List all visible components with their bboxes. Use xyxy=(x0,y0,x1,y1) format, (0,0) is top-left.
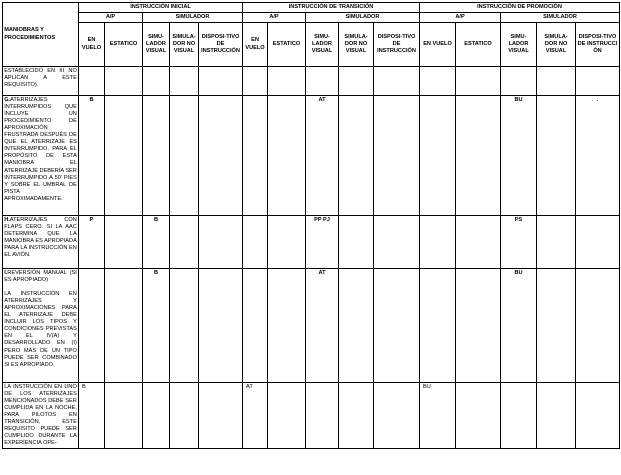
mark-cell xyxy=(105,216,143,269)
mark-cell: B xyxy=(143,269,170,383)
mark-cell xyxy=(420,216,456,269)
col-sim-no-visual: SIMULA-DOR NO VISUAL xyxy=(537,23,576,67)
mark-cell: . xyxy=(576,96,620,216)
col-dispositivo: DISPOSI-TIVO DE INSTRUCCI ÓN xyxy=(576,23,620,67)
mark-cell xyxy=(456,383,501,449)
mark-cell: PP PJ xyxy=(306,216,339,269)
simulator-header: SIMULADOR xyxy=(306,13,420,23)
mark-cell xyxy=(268,67,306,96)
col-estatico: ESTATICO xyxy=(268,23,306,67)
mark-cell xyxy=(456,216,501,269)
table-row xyxy=(3,383,620,449)
mark-cell xyxy=(143,383,170,449)
procedure-label: I. xyxy=(4,269,8,276)
mark-cell xyxy=(306,67,339,96)
mark-cell xyxy=(420,96,456,216)
mark-cell xyxy=(199,269,243,383)
mark-cell: B xyxy=(79,96,105,216)
mark-cell xyxy=(268,269,306,383)
ap-header: A/P xyxy=(420,13,501,23)
mark-cell xyxy=(339,269,374,383)
mark-cell: AT xyxy=(306,269,339,383)
mark-cell xyxy=(374,383,420,449)
mark-cell: BU xyxy=(501,269,537,383)
col-sim-no-visual: SIMULA-DOR NO VISUAL xyxy=(170,23,199,67)
group-header-transicion: INSTRUCCIÓN DE TRANSICIÓN xyxy=(243,3,420,13)
mark-cell xyxy=(306,383,339,449)
ap-header: A/P xyxy=(243,13,306,23)
table-row xyxy=(3,216,620,269)
table-row xyxy=(3,67,620,96)
procedure-label: H. xyxy=(4,216,10,223)
mark-cell: AT xyxy=(243,383,268,449)
col-en-vuelo: EN VUELO xyxy=(420,23,456,67)
mark-cell xyxy=(268,383,306,449)
procedure-label: G. xyxy=(4,96,11,103)
simulator-header: SIMULADOR xyxy=(501,13,620,23)
table-row xyxy=(3,96,620,216)
mark-cell xyxy=(374,269,420,383)
mark-cell xyxy=(170,383,199,449)
mark-cell xyxy=(576,216,620,269)
col-en-vuelo: EN VUELO xyxy=(79,23,105,67)
procedure-text: ATERRIZAJES CON FLAPS CERO. SI LA AAC DETERMINA QUE LA MANIOBRA ES APROPIADA PARA LA INSTRUCCIÓN EN EL AVIÓN. xyxy=(4,216,77,259)
procedure-text: ATERRIZAJES INTERRUMPIDOS QUE INCLUYE UN PROCEDIMIENTO DE APROXIMACIÓN FRUSTRADA DESPUÉS DE QUE EL ATERRIZAJE ES INTERRUMPIDO. PARA EL PROPÓSITO DE ESTA MANIOBRA EL ATERRIZAJE DEBERÍA SER INTERRUMPIDO A 50' PIES Y SOBRE EL UMBRAL DE PISTA APROXIMADAMENTE. xyxy=(4,96,77,202)
maneuvers-table xyxy=(2,2,620,449)
mark-cell xyxy=(537,216,576,269)
procedure-cell xyxy=(3,67,79,96)
mark-cell xyxy=(374,96,420,216)
procedure-cell xyxy=(3,96,79,216)
mark-cell: B xyxy=(79,383,105,449)
col-estatico: ESTATICO xyxy=(105,23,143,67)
mark-cell: B xyxy=(143,216,170,269)
mark-cell xyxy=(79,269,105,383)
col-sim-visual: SIMU-LADOR VISUAL xyxy=(306,23,339,67)
col-sim-no-visual: SIMULA-DOR NO VISUAL xyxy=(339,23,374,67)
mark-cell xyxy=(420,269,456,383)
mark-cell xyxy=(456,269,501,383)
mark-cell xyxy=(170,96,199,216)
procedure-cell xyxy=(3,383,79,449)
mark-cell: PS xyxy=(501,216,537,269)
mark-cell xyxy=(501,67,537,96)
mark-cell xyxy=(268,216,306,269)
mark-cell xyxy=(243,96,268,216)
col-sim-visual: SIMU-LADOR VISUAL xyxy=(501,23,537,67)
mark-cell xyxy=(243,216,268,269)
mark-cell xyxy=(374,67,420,96)
col-dispositivo: DISPOSI-TIVO DE INSTRUCCIÓN xyxy=(199,23,243,67)
table-row xyxy=(3,269,620,383)
ap-header: A/P xyxy=(79,13,143,23)
mark-cell xyxy=(105,96,143,216)
mark-cell xyxy=(105,67,143,96)
procedure-text: LA INSTRUCCIÓN EN ATERRIZAJES Y APROXIMACIONES PARA EL ATERRIZAJE DEBE INCLUIR LOS TIPOS Y CONDICIONES PREVISTAS EN EL IV(A) Y DESARROLLADO EN (I) PERO MÁS DE UN TIPO PUEDE SER COMBINADO SI ES APROPIADO. xyxy=(4,290,77,368)
procedure-text: ESTABLECIDO EN III NO APLICAN A ESTE REQUISITO). xyxy=(4,67,77,88)
mark-cell xyxy=(339,216,374,269)
mark-cell xyxy=(170,216,199,269)
mark-cell xyxy=(268,96,306,216)
mark-cell xyxy=(143,96,170,216)
mark-cell xyxy=(243,67,268,96)
mark-cell xyxy=(576,67,620,96)
col-dispositivo: DISPOSI-TIVO DE INSTRUCCIÓN xyxy=(374,23,420,67)
mark-cell xyxy=(105,269,143,383)
mark-cell xyxy=(143,67,170,96)
mark-cell: P xyxy=(79,216,105,269)
mark-cell xyxy=(339,383,374,449)
mark-cell xyxy=(456,67,501,96)
mark-cell xyxy=(243,269,268,383)
procedures-header: MANIOBRAS Y PROCEDIMIENTOS xyxy=(3,3,79,67)
mark-cell xyxy=(170,269,199,383)
group-header-promocion: INSTRUCCIÓN DE PROMOCIÓN xyxy=(420,3,620,13)
mark-cell xyxy=(199,383,243,449)
mark-cell xyxy=(339,96,374,216)
mark-cell xyxy=(374,216,420,269)
procedure-text: REVERSIÓN MANUAL (SI ES APROPIADO) xyxy=(4,269,77,283)
mark-cell xyxy=(537,383,576,449)
mark-cell xyxy=(79,67,105,96)
mark-cell xyxy=(170,67,199,96)
procedure-text: LA INSTRUCCIÓN EN UNO DE LOS ATERRIZAJES MENCIONADOS DEBE SER CUMPLIDA EN LA NOCHE, PARA PILOTOS EN TRANSICIÓN, ESTE REQUISITO PUEDE SER CUMPLIDO DURANTE LA EXPERIENCIA OPE- xyxy=(4,383,77,447)
mark-cell xyxy=(576,269,620,383)
col-estatico: ESTATICO xyxy=(456,23,501,67)
mark-cell xyxy=(339,67,374,96)
mark-cell xyxy=(420,67,456,96)
mark-cell xyxy=(456,96,501,216)
mark-cell xyxy=(199,216,243,269)
mark-cell xyxy=(576,383,620,449)
mark-cell xyxy=(501,383,537,449)
simulator-header: SIMULADOR xyxy=(143,13,243,23)
mark-cell xyxy=(537,67,576,96)
mark-cell: BU xyxy=(420,383,456,449)
mark-cell xyxy=(537,269,576,383)
mark-cell: BU xyxy=(501,96,537,216)
mark-cell xyxy=(199,96,243,216)
mark-cell: AT xyxy=(306,96,339,216)
col-en-vuelo: EN VUELO xyxy=(243,23,268,67)
mark-cell xyxy=(199,67,243,96)
procedure-cell xyxy=(3,216,79,269)
group-header-inicial: INSTRUCCIÓN INICIAL xyxy=(79,3,243,13)
mark-cell xyxy=(105,383,143,449)
mark-cell xyxy=(537,96,576,216)
col-sim-visual: SIMU-LADOR VISUAL xyxy=(143,23,170,67)
procedure-cell xyxy=(3,269,79,383)
